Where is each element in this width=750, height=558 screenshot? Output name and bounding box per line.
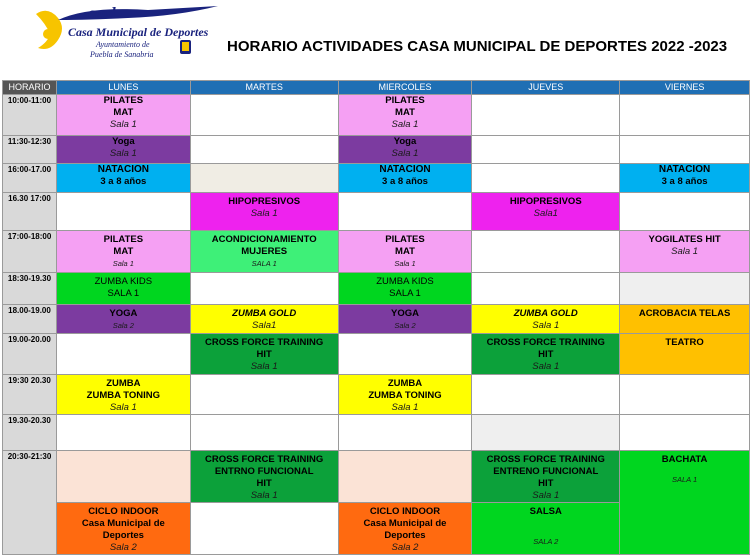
activity-room: Sala 2 <box>394 321 416 330</box>
activity-title: YOGA <box>109 308 138 319</box>
activity-title: PILATES <box>103 95 144 106</box>
activity-title: CICLO INDOOR <box>369 506 441 517</box>
table-row <box>3 193 750 231</box>
empty-cell <box>472 95 620 136</box>
activity-title: NATACION <box>97 164 149 175</box>
cell-pilates-mat-miercoles <box>338 95 472 136</box>
activity-title: BACHATA <box>661 454 708 465</box>
activity-sub: 3 a 8 años <box>661 176 708 187</box>
cell-zumba-gold-martes <box>190 305 338 334</box>
activity-room: Sala 1 <box>112 259 134 268</box>
empty-cell <box>472 164 620 193</box>
cell-cross-entreno-martes <box>190 451 338 503</box>
activity-room: Sala 1 <box>391 148 419 159</box>
activity-title: Yoga <box>112 136 135 147</box>
table-row <box>3 136 750 164</box>
empty-cell <box>56 415 190 451</box>
activity-room: Sala 1 <box>394 259 416 268</box>
casa-municipal-logo <box>28 4 228 64</box>
activity-room: SALA 1 <box>389 288 421 299</box>
empty-cell <box>472 136 620 164</box>
activity-room: SALA 1 <box>107 288 140 299</box>
empty-cell <box>338 451 472 503</box>
activity-room: Sala1 <box>533 208 558 219</box>
time-cell: 11:30-12:30 <box>3 136 57 164</box>
cell-zumba-kids-lunes <box>56 273 190 305</box>
activity-sub: MAT <box>395 246 415 257</box>
activity-title: YOGILATES HIT <box>648 234 721 245</box>
col-miercoles: MIERCOLES <box>338 81 472 95</box>
logo-sub2-text: Puebla de Sanabria <box>90 50 154 59</box>
cell-zumba-toning-lunes <box>56 375 190 415</box>
activity-room: Sala 1 <box>109 148 137 159</box>
logo-cmd-text: cmd <box>88 5 116 22</box>
activity-sub: ENTRNO FUNCIONAL <box>214 466 314 477</box>
cell-yogilates-viernes <box>620 231 750 273</box>
empty-cell <box>56 451 190 503</box>
activity-room: Sala 1 <box>532 361 560 372</box>
empty-cell <box>338 334 472 375</box>
activity-title: PILATES <box>385 95 425 106</box>
empty-cell <box>190 164 338 193</box>
empty-cell <box>620 136 750 164</box>
activity-room: Sala 1 <box>671 246 699 257</box>
table-row <box>3 334 750 375</box>
cell-cross-hit-martes <box>190 334 338 375</box>
empty-cell <box>56 334 190 375</box>
cell-salsa-jueves <box>472 503 620 555</box>
activity-sub: MUJERES <box>241 246 288 257</box>
activity-room: Sala 1 <box>532 490 560 501</box>
cell-yoga-lunes-2 <box>56 305 190 334</box>
table-row <box>3 231 750 273</box>
col-horario: HORARIO <box>3 81 57 95</box>
header-row <box>3 81 750 95</box>
cell-pilates-mat-lunes-2 <box>56 231 190 273</box>
empty-cell <box>620 415 750 451</box>
time-cell: 17:00-18:00 <box>3 231 57 273</box>
cell-acondicionamiento-martes <box>190 231 338 273</box>
activity-title: CROSS FORCE TRAINING <box>486 337 605 348</box>
activity-sub: MAT <box>113 246 134 257</box>
cell-ciclo-indoor-miercoles <box>338 503 472 555</box>
activity-room: Sala 2 <box>391 542 419 553</box>
activity-title: SALSA <box>529 506 562 517</box>
cell-natacion-viernes <box>620 164 750 193</box>
activity-sub2: HIT <box>256 478 272 489</box>
activity-room: Sala 1 <box>250 490 278 501</box>
cell-natacion-lunes <box>56 164 190 193</box>
activity-title: NATACION <box>658 164 711 175</box>
activity-room: Sala 1 <box>250 208 278 219</box>
activity-title: ZUMBA GOLD <box>513 308 578 319</box>
activity-room: Sala 1 <box>391 402 419 413</box>
cell-zumba-kids-miercoles <box>338 273 472 305</box>
table-row <box>3 273 750 305</box>
empty-cell <box>190 273 338 305</box>
cell-teatro-viernes <box>620 334 750 375</box>
table-row <box>3 164 750 193</box>
activity-room: Sala 2 <box>109 542 137 553</box>
time-cell: 18:30-19.30 <box>3 273 57 305</box>
activity-title: ZUMBA <box>387 378 423 389</box>
cell-cross-entreno-jueves <box>472 451 620 503</box>
activity-title: ACROBACIA TELAS <box>638 308 731 319</box>
activity-title: CROSS FORCE TRAINING <box>205 454 324 465</box>
col-martes: MARTES <box>190 81 338 95</box>
cell-zumba-gold-jueves <box>472 305 620 334</box>
cell-pilates-mat-lunes <box>56 95 190 136</box>
cell-hipopresivos-jueves <box>472 193 620 231</box>
empty-cell <box>190 95 338 136</box>
activity-sub: Casa Municipal de <box>81 518 165 529</box>
activity-title: Yoga <box>393 136 417 147</box>
empty-cell <box>472 375 620 415</box>
activity-sub2: Deportes <box>102 530 144 541</box>
activity-sub2: HIT <box>538 478 554 489</box>
activity-sub: MAT <box>395 107 415 118</box>
activity-title: ZUMBA GOLD <box>232 308 297 319</box>
cell-pilates-mat-miercoles-2 <box>338 231 472 273</box>
cell-acrobacia-viernes <box>620 305 750 334</box>
cell-yoga-miercoles <box>338 136 472 164</box>
empty-cell <box>620 193 750 231</box>
col-lunes: LUNES <box>56 81 190 95</box>
table-row <box>3 415 750 451</box>
empty-cell <box>338 193 472 231</box>
activity-room: Sala 1 <box>109 402 137 413</box>
page-title: HORARIO ACTIVIDADES CASA MUNICIPAL DE DEPORTES 2022 -2023 <box>227 38 728 55</box>
activity-title: CROSS FORCE TRAINING <box>486 454 605 465</box>
activity-sub: HIT <box>538 349 554 360</box>
activity-title: ACONDICIONAMIENTO <box>211 234 317 245</box>
activity-room: Sala 2 <box>112 321 134 330</box>
activity-sub: MAT <box>113 107 134 118</box>
empty-cell <box>620 95 750 136</box>
empty-cell <box>56 193 190 231</box>
activity-sub: 3 a 8 años <box>100 176 147 187</box>
activity-sub: 3 a 8 años <box>382 176 428 187</box>
time-cell: 16.30 17:00 <box>3 193 57 231</box>
time-cell: 20:30-21:30 <box>3 451 57 555</box>
activity-sub: ZUMBA TONING <box>368 390 442 401</box>
empty-cell <box>472 415 620 451</box>
table-row <box>3 451 750 503</box>
logo-name-text: Casa Municipal de Deportes <box>68 25 209 39</box>
empty-cell <box>338 415 472 451</box>
empty-cell <box>472 273 620 305</box>
activity-room: Sala 1 <box>250 361 278 372</box>
time-cell: 19:30 20.30 <box>3 375 57 415</box>
schedule-table <box>2 80 750 555</box>
time-cell: 16:00-17.00 <box>3 164 57 193</box>
empty-cell <box>190 375 338 415</box>
activity-room: SALA 1 <box>251 259 277 268</box>
activity-sub: HIT <box>256 349 272 360</box>
cell-zumba-toning-miercoles <box>338 375 472 415</box>
activity-sub2: Deportes <box>384 530 426 541</box>
time-cell: 19.30-20.30 <box>3 415 57 451</box>
activity-title: HIPOPRESIVOS <box>228 196 301 207</box>
cell-ciclo-indoor-lunes <box>56 503 190 555</box>
activity-title: PILATES <box>385 234 425 245</box>
empty-cell <box>620 273 750 305</box>
activity-room: SALA 2 <box>533 537 559 546</box>
time-cell: 18.00-19.00 <box>3 305 57 334</box>
cell-yoga-lunes <box>56 136 190 164</box>
activity-title: PILATES <box>103 234 144 245</box>
logo-sub1-text: Ayuntamiento de <box>96 40 150 49</box>
empty-cell <box>190 136 338 164</box>
col-viernes: VIERNES <box>620 81 750 95</box>
activity-room: SALA 1 <box>672 475 698 484</box>
col-jueves: JUEVES <box>472 81 620 95</box>
activity-room: Sala 1 <box>532 320 560 331</box>
activity-title: HIPOPRESIVOS <box>509 196 582 207</box>
activity-title: NATACION <box>379 164 431 175</box>
cell-hipopresivos-martes <box>190 193 338 231</box>
cell-bachata-viernes <box>620 451 750 555</box>
empty-cell <box>620 375 750 415</box>
table-row <box>3 305 750 334</box>
time-cell: 19.00-20.00 <box>3 334 57 375</box>
cell-yoga-miercoles-2 <box>338 305 472 334</box>
empty-cell <box>190 503 338 555</box>
activity-sub: ENTRENO FUNCIONAL <box>493 466 599 477</box>
activity-room: Sala 1 <box>391 119 419 130</box>
time-cell: 10:00-11:00 <box>3 95 57 136</box>
empty-cell <box>190 415 338 451</box>
table-row <box>3 375 750 415</box>
empty-cell <box>472 231 620 273</box>
activity-room: Sala 1 <box>109 119 137 130</box>
cell-natacion-miercoles <box>338 164 472 193</box>
table-row <box>3 95 750 136</box>
activity-title: TEATRO <box>665 337 704 348</box>
cell-cross-hit-jueves <box>472 334 620 375</box>
activity-sub: Casa Municipal de <box>363 518 447 529</box>
activity-title: ZUMBA <box>106 378 141 389</box>
activity-title: YOGA <box>391 308 419 319</box>
activity-title: ZUMBA KIDS <box>376 276 434 287</box>
activity-title: CROSS FORCE TRAINING <box>205 337 324 348</box>
activity-title: CICLO INDOOR <box>88 506 159 517</box>
activity-title: ZUMBA KIDS <box>94 276 153 287</box>
activity-sub: ZUMBA TONING <box>86 390 161 401</box>
activity-room: Sala1 <box>252 320 277 331</box>
